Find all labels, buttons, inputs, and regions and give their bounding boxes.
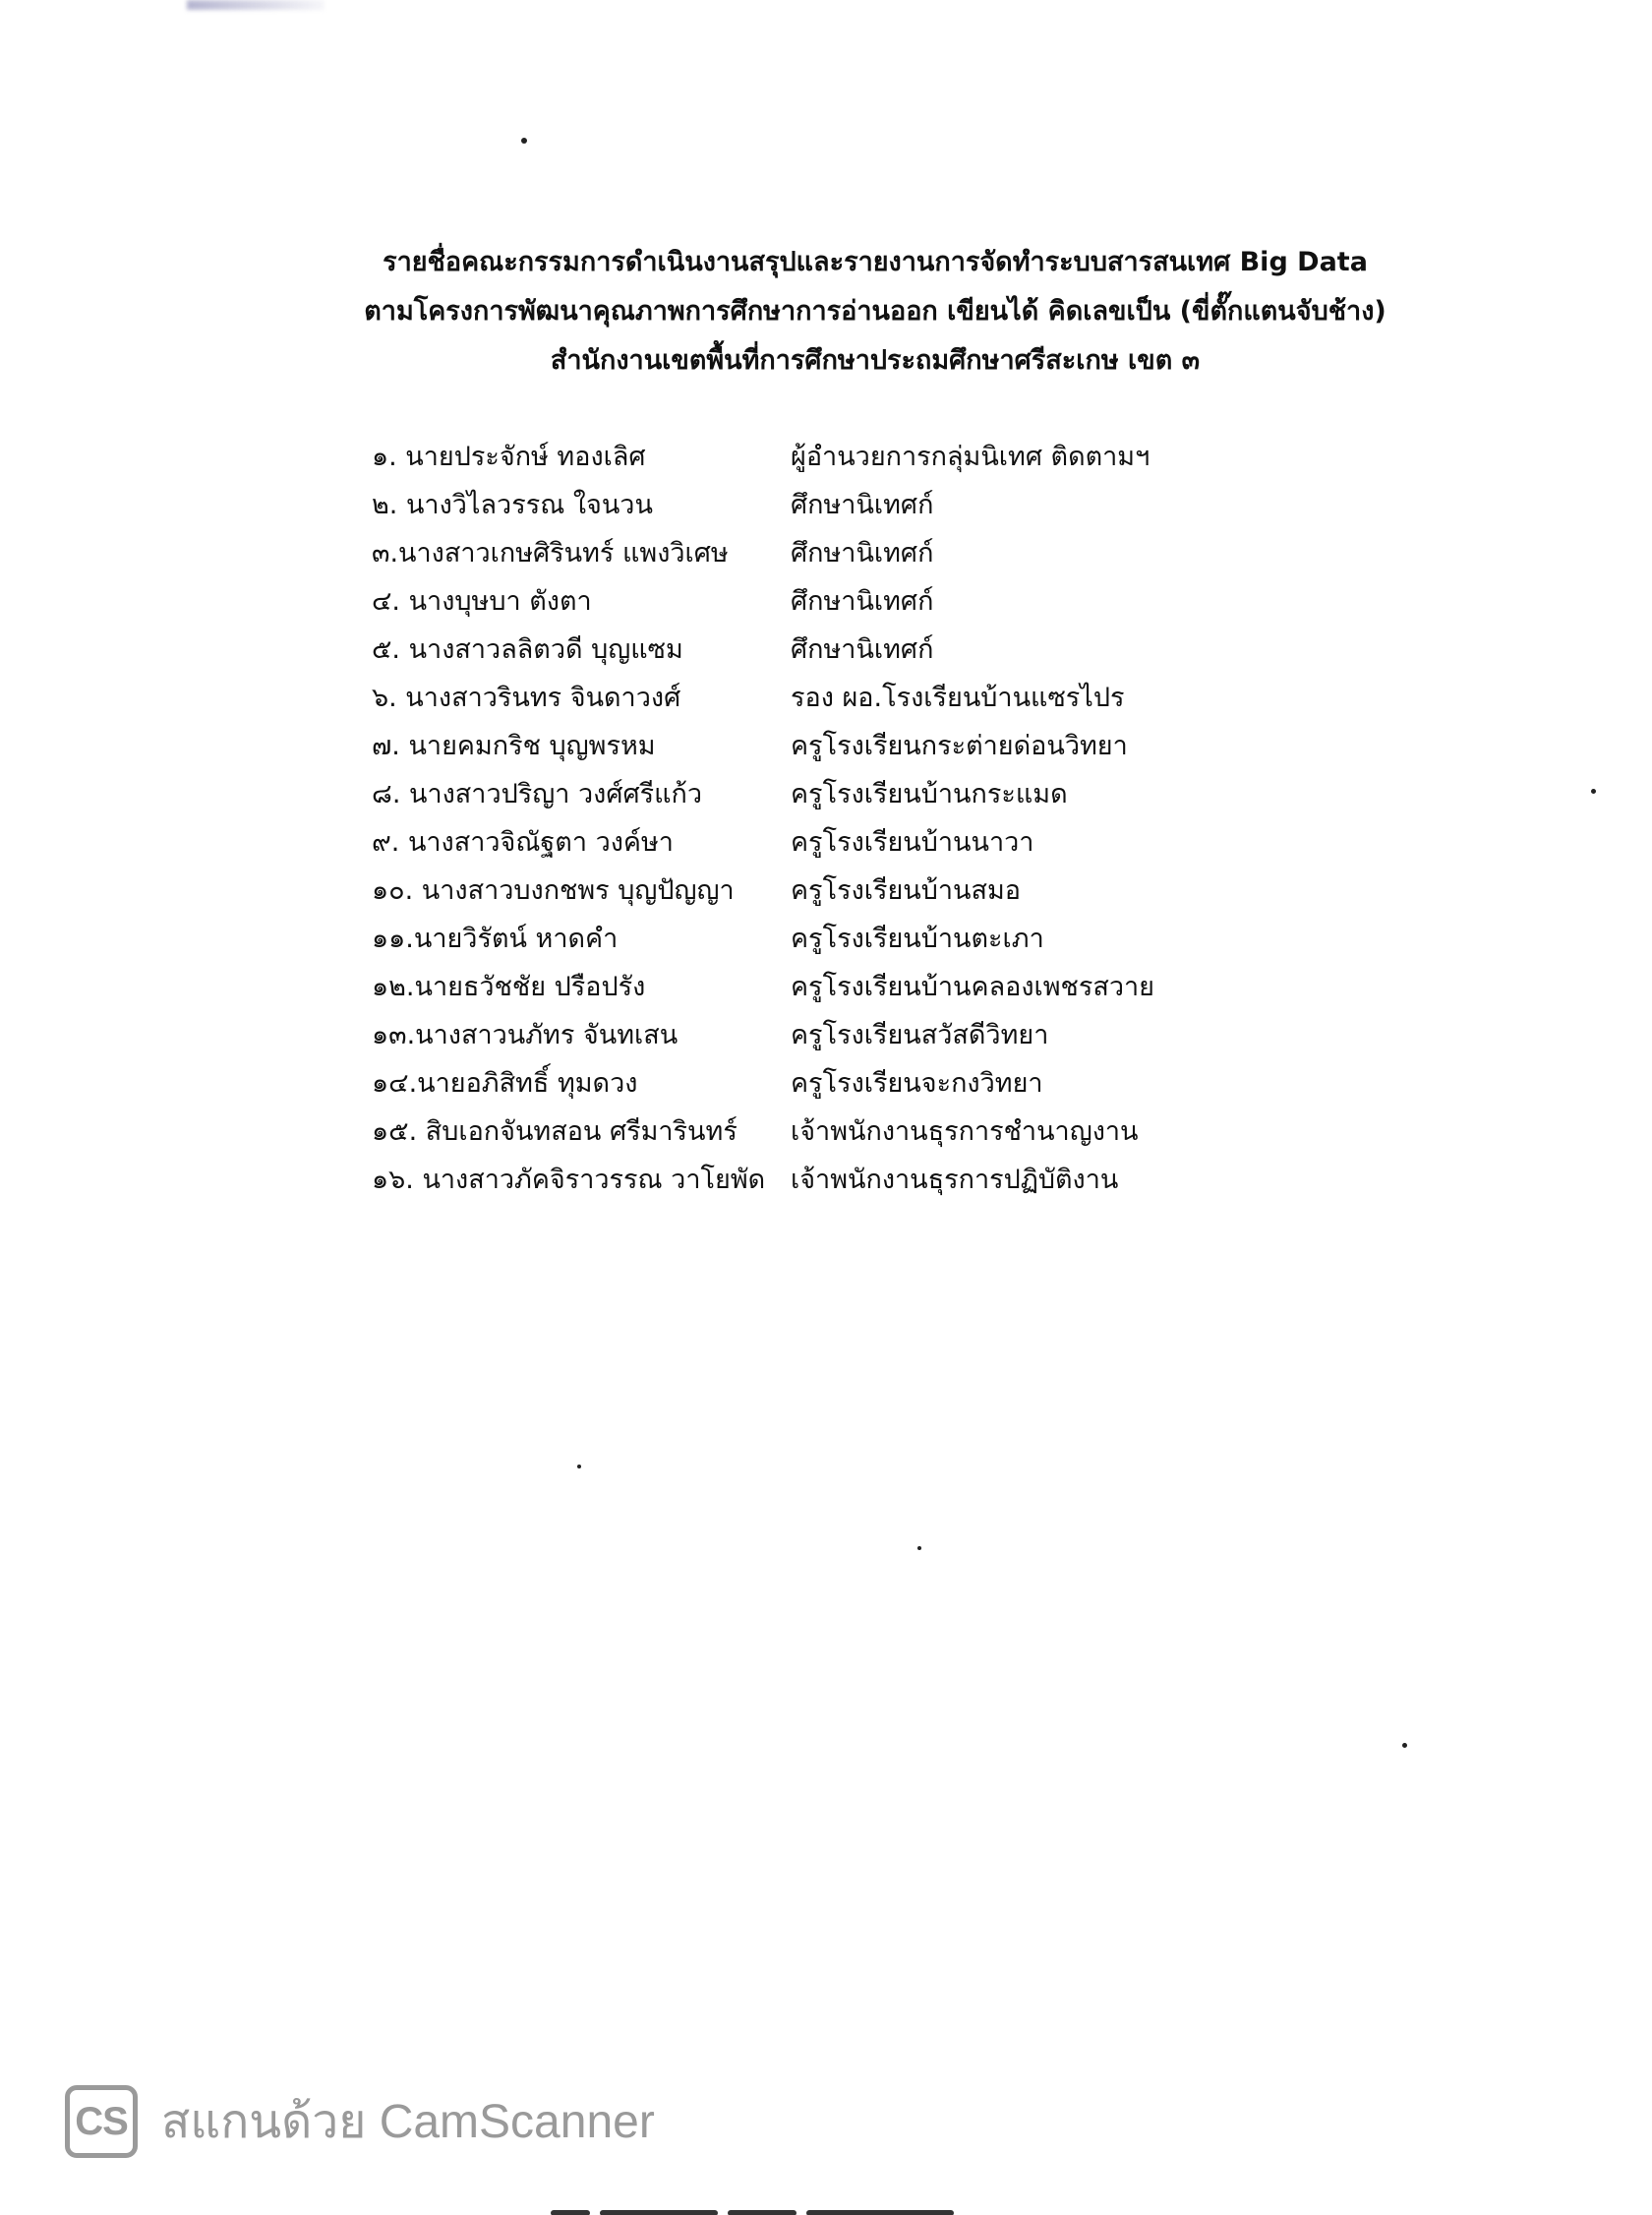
scan-speck (577, 1465, 581, 1468)
watermark-text: สแกนด้วย CamScanner (161, 2096, 655, 2148)
member-name: ๑๒.นายธวัชชัย ปรือปรัง (372, 972, 646, 1002)
committee-member (372, 674, 1316, 722)
scan-smudge (187, 0, 324, 10)
scan-speck (917, 1546, 921, 1550)
member-name: ๑๐. นางสาวบงกชพร บุญปัญญา (372, 875, 735, 906)
member-name: ๗. นายคมกริช บุญพรหม (372, 731, 656, 761)
member-name: ๑๔.นายอภิสิทธิ์ ทุมดวง (372, 1068, 638, 1099)
member-name: ๑๕. สิบเอกจันทสอน ศรีมารินทร์ (372, 1116, 738, 1147)
member-name: ๘. นางสาวปริญา วงศ์ศรีแก้ว (372, 779, 703, 809)
title-line-1: รายชื่อคณะกรรมการดำเนินงานสรุปและรายงานการจัดทำระบบสารสนเทศ Big Data (383, 247, 1368, 277)
member-name: ๖. นางสาวรินทร จินดาวงศ์ (372, 683, 681, 713)
committee-member (372, 1156, 1316, 1204)
member-role: ผู้อำนวยการกลุ่มนิเทศ ติดตามฯ (791, 442, 1150, 472)
title-line-2: ตามโครงการพัฒนาคุณภาพการศึกษาการอ่านออก เขียนได้ คิดเลขเป็น (ขี่ตั๊กแตนจับช้าง) (364, 296, 1386, 327)
member-role: ครูโรงเรียนจะกงวิทยา (791, 1068, 1043, 1099)
member-role: ศึกษานิเทศก์ (791, 490, 934, 520)
committee-member (372, 1059, 1316, 1108)
member-role: ครูโรงเรียนสวัสดีวิทยา (791, 1020, 1049, 1050)
scan-speck (521, 138, 527, 144)
scan-speck (1402, 1743, 1407, 1748)
member-name: ๔. นางบุษบา ตังตา (372, 586, 592, 617)
member-role: รอง ผอ.โรงเรียนบ้านแซรไปร (791, 683, 1125, 713)
camscanner-watermark (65, 2085, 655, 2158)
member-name: ๒. นางวิไลวรรณ ใจนวน (372, 490, 653, 520)
member-role: เจ้าพนักงานธุรการปฏิบัติงาน (791, 1165, 1119, 1195)
member-name: ๑. นายประจักษ์ ทองเลิศ (372, 442, 646, 472)
member-role: ครูโรงเรียนบ้านตะเภา (791, 924, 1044, 954)
member-role: ครูโรงเรียนกระต่ายด่อนวิทยา (791, 731, 1128, 761)
committee-member (372, 963, 1316, 1011)
committee-member (372, 481, 1316, 529)
member-name: ๑๑.นายวิรัตน์ หาดคำ (372, 924, 619, 954)
member-role: ศึกษานิเทศก์ (791, 586, 934, 617)
camscanner-logo-icon (65, 2085, 138, 2158)
camscanner-logo-text: CS (75, 2099, 128, 2143)
member-role: เจ้าพนักงานธุรการชำนาญงาน (791, 1116, 1139, 1147)
member-name: ๑๖. นางสาวภัคจิราวรรณ วาโยพัด (372, 1165, 766, 1195)
committee-member (372, 529, 1316, 577)
committee-member (372, 818, 1316, 867)
document-title (324, 238, 1426, 386)
member-name: ๕. นางสาวลลิตวดี บุญแซม (372, 634, 683, 665)
committee-member (372, 433, 1316, 481)
committee-member (372, 577, 1316, 626)
member-name: ๓.นางสาวเกษศิรินทร์ แพงวิเศษ (372, 538, 729, 569)
member-role: ศึกษานิเทศก์ (791, 538, 934, 569)
committee-member (372, 915, 1316, 963)
committee-member (372, 1011, 1316, 1059)
member-role: ครูโรงเรียนบ้านสมอ (791, 875, 1022, 906)
member-name: ๑๓.นางสาวนภัทร จันทเสน (372, 1020, 678, 1050)
committee-list (372, 433, 1316, 1204)
member-role: ครูโรงเรียนบ้านกระแมด (791, 779, 1068, 809)
member-role: ครูโรงเรียนบ้านนาวา (791, 827, 1034, 858)
committee-member (372, 722, 1316, 770)
committee-member (372, 867, 1316, 915)
member-role: ศึกษานิเทศก์ (791, 634, 934, 665)
scan-speck (1591, 789, 1596, 794)
committee-member (372, 626, 1316, 674)
committee-member (372, 1108, 1316, 1156)
cutoff-text-fragment (551, 2201, 1023, 2215)
committee-member (372, 770, 1316, 818)
member-role: ครูโรงเรียนบ้านคลองเพชรสวาย (791, 972, 1154, 1002)
member-name: ๙. นางสาวจิณัฐตา วงค์ษา (372, 827, 674, 858)
title-line-3: สำนักงานเขตพื้นที่การศึกษาประถมศึกษาศรีสะเกษ เขต ๓ (550, 345, 1201, 376)
